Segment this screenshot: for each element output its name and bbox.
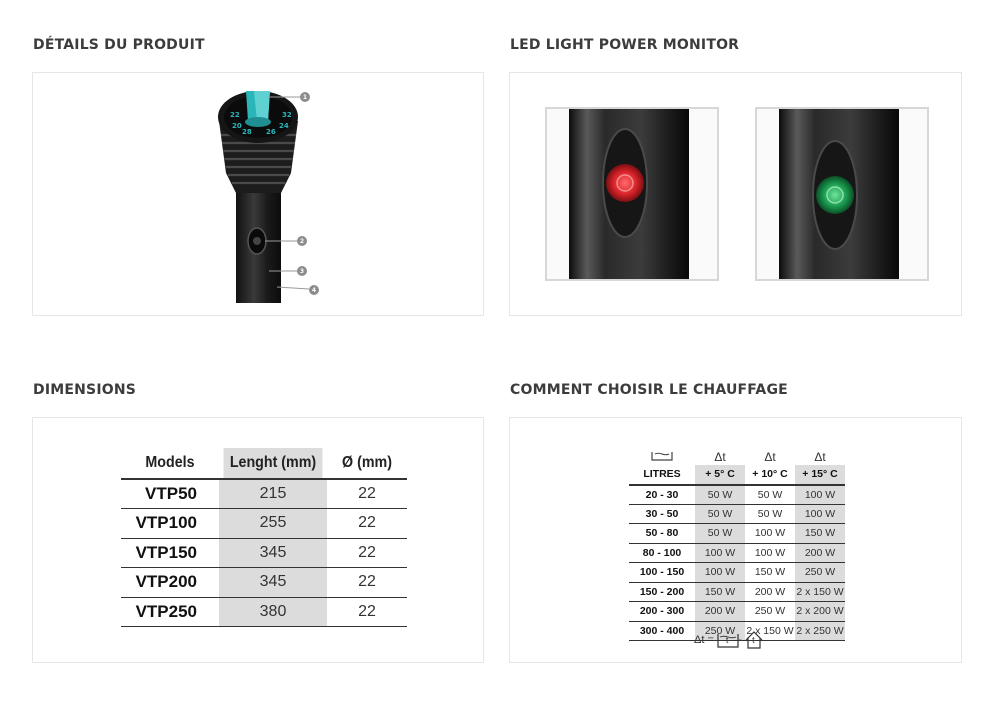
svg-text:28: 28 [242,128,252,136]
col-header-length: Lenght (mm) [223,448,322,479]
col-header-models: Models [125,448,215,479]
table-row [121,597,407,627]
diameter-cell: 22 [327,597,407,627]
red-led-icon [606,164,644,202]
watt-cell: 100 W [695,563,745,583]
svg-text:22: 22 [230,111,240,119]
product-details-panel [32,72,484,316]
litres-cell: 80 - 100 [629,543,695,563]
svg-text:1: 1 [302,94,308,101]
diameter-cell: 22 [327,479,407,509]
model-cell: VTP100 [121,509,219,539]
diameter-cell: 22 [327,509,407,539]
col-header-10c: + 10° C [745,465,795,485]
table-row [121,538,407,568]
formula-minus: - [738,634,743,646]
model-cell: VTP50 [121,479,219,509]
watt-cell: 50 W [695,485,745,505]
svg-text:3: 3 [299,268,305,275]
col-header-5c: + 5° C [695,465,745,485]
heating-chart-panel [509,417,962,663]
delta-formula [694,630,755,650]
heating-table [629,449,845,641]
tank-icon [629,449,695,465]
table-row [629,524,845,544]
svg-text:20: 20 [232,122,242,130]
watt-cell: 100 W [745,543,795,563]
svg-text:4: 4 [311,287,317,294]
watt-cell: 2 x 150 W [795,582,845,602]
litres-cell: 300 - 400 [629,621,695,641]
model-cell: VTP150 [121,538,219,568]
formula-t-water: t [725,635,729,645]
delta-label: Δt [714,450,726,464]
model-cell: VTP250 [121,597,219,627]
heater-diagram [33,73,485,317]
callout-markers [297,92,319,295]
svg-text:24: 24 [279,122,289,130]
watt-cell: 100 W [745,524,795,544]
watt-cell: 150 W [695,582,745,602]
litres-cell: 150 - 200 [629,582,695,602]
watt-cell: 50 W [695,524,745,544]
watt-cell: 200 W [695,602,745,622]
watt-cell: 150 W [795,524,845,544]
red-led-photo [545,107,719,281]
table-row [629,504,845,524]
table-row [629,563,845,583]
litres-cell: 30 - 50 [629,504,695,524]
watt-cell: 100 W [795,504,845,524]
table-row [121,509,407,539]
litres-header: LITRES [629,465,695,485]
litres-cell: 50 - 80 [629,524,695,544]
led-monitor-panel [509,72,962,316]
green-led-icon [816,176,854,214]
dimensions-heading: DIMENSIONS [33,382,137,398]
watt-cell: 150 W [745,563,795,583]
col-header-15c: + 15° C [795,465,845,485]
diameter-cell: 22 [327,568,407,598]
dimensions-table [121,448,407,627]
watt-cell: 100 W [695,543,745,563]
watt-cell: 2 x 250 W [795,621,845,641]
watt-cell: 200 W [745,582,795,602]
diameter-cell: 22 [327,538,407,568]
watt-cell: 50 W [745,485,795,505]
litres-cell: 20 - 30 [629,485,695,505]
litres-cell: 100 - 150 [629,563,695,583]
watt-cell: 250 W [795,563,845,583]
litres-cell: 200 - 300 [629,602,695,622]
svg-text:2: 2 [299,238,305,245]
watt-cell: 200 W [795,543,845,563]
choose-heater-heading: COMMENT CHOISIR LE CHAUFFAGE [510,382,788,398]
watt-cell: 50 W [695,504,745,524]
col-header-diameter: Ø (mm) [330,448,404,479]
watt-cell: 2 x 200 W [795,602,845,622]
watt-cell: 100 W [795,485,845,505]
dimensions-panel [32,417,484,663]
model-cell: VTP200 [121,568,219,598]
svg-text:32: 32 [282,111,292,119]
led-monitor-heading: LED LIGHT POWER MONITOR [510,37,740,53]
svg-text:26: 26 [266,128,276,136]
table-row [121,568,407,598]
watt-cell: 2 x 150 W [745,621,795,641]
formula-t-room: t [752,635,755,645]
table-row [629,582,845,602]
product-details-heading: DÉTAILS DU PRODUIT [33,37,205,53]
table-row [629,485,845,505]
length-cell: 345 [219,568,327,598]
length-cell: 380 [219,597,327,627]
watt-cell: 50 W [745,504,795,524]
delta-label: Δt [814,450,826,464]
delta-label: Δt [764,450,776,464]
table-row [629,543,845,563]
formula-prefix: Δt = [694,634,714,646]
watt-cell: 250 W [745,602,795,622]
length-cell: 255 [219,509,327,539]
length-cell: 215 [219,479,327,509]
watt-cell: 250 W [695,621,745,641]
table-row [629,602,845,622]
table-row [121,479,407,509]
green-led-photo [755,107,929,281]
length-cell: 345 [219,538,327,568]
